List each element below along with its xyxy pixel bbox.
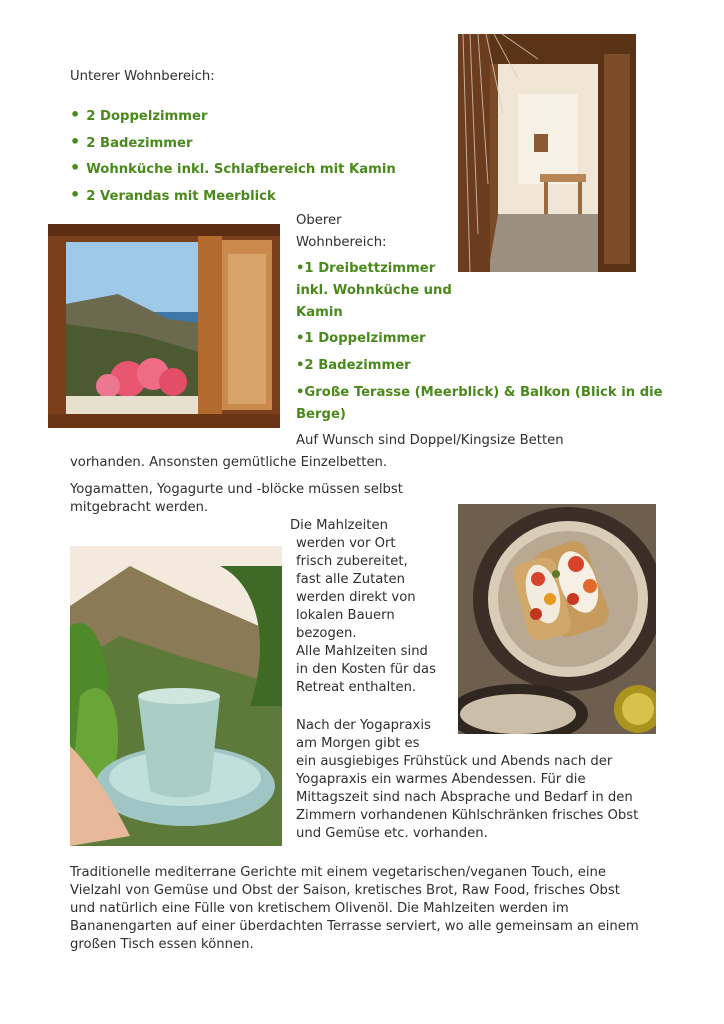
yoga-note-line2: mitgebracht werden.: [70, 500, 209, 515]
item-text: Badezimmer: [100, 135, 193, 151]
closing-paragraph: [70, 864, 639, 954]
list-item: [70, 159, 396, 186]
bullet-icon: •: [70, 184, 81, 204]
meals-after-line: Mittagszeit sind nach Absprache und Bedarf in den: [296, 790, 633, 805]
item-number: 2: [86, 135, 96, 151]
upper-item-terrace-line1: •Große Terasse (Meerblick) & Balkon (Blick in die: [296, 385, 663, 400]
ceramic-cup-garden-photo: [70, 546, 282, 846]
meals-intro-block: [290, 517, 436, 697]
upper-item-terrace-line2: Berge): [296, 407, 346, 422]
meals-after-line: Yogapraxis ein warmes Abendessen. Für die: [296, 772, 586, 787]
item-text: Doppelzimmer: [100, 109, 208, 124]
list-item: [70, 106, 396, 133]
meals-line: Retreat enthalten.: [296, 680, 417, 695]
meals-line: Die Mahlzeiten: [290, 518, 388, 533]
meals-after-line: Zimmern vorhandenen Kühlschränken frisches Obst: [296, 808, 639, 823]
closing-line: Traditionelle mediterrane Gerichte mit einem vegetarischen/veganen Touch, eine: [70, 865, 606, 880]
item-text: Verandas mit Meerblick: [100, 188, 276, 204]
meals-line: werden vor Ort: [296, 536, 396, 551]
item-number: 2: [86, 188, 96, 204]
hallway-photo: [458, 34, 636, 272]
yoga-note-line1: Yogamatten, Yogagurte und -blöcke müssen selbst: [70, 482, 403, 497]
list-item: [70, 133, 396, 160]
lower-area-list: [70, 106, 396, 212]
bullet-icon: •: [70, 105, 81, 124]
upper-item-triple-room-line3: Kamin: [296, 305, 343, 320]
item-text: Wohnküche inkl. Schlafbereich mit Kamin: [86, 162, 396, 177]
beds-note-line2: vorhanden. Ansonsten gemütliche Einzelbetten.: [70, 455, 388, 470]
upper-item-bathrooms: •2 Badezimmer: [296, 358, 411, 373]
meals-line: bezogen.: [296, 626, 357, 641]
closing-line: Vielzahl von Gemüse und Obst der Saison, kretisches Brot, Raw Food, frisches Obst: [70, 883, 620, 898]
meals-after-line: Nach der Yogapraxis: [296, 718, 431, 733]
lower-area-heading: Unterer Wohnbereich:: [70, 69, 215, 84]
closing-line: Bananengarten auf einer überdachten Terrasse serviert, wo alle gemeinsam an einem: [70, 919, 639, 934]
food-plate-photo: [458, 504, 656, 734]
upper-item-triple-room-line2: inkl. Wohnküche und: [296, 283, 452, 298]
upper-item-triple-room-line1: •1 Dreibettzimmer: [296, 261, 436, 276]
upper-area-heading-line2: Wohnbereich:: [296, 235, 387, 250]
bullet-icon: •: [70, 158, 81, 177]
beds-note-line1: Auf Wunsch sind Doppel/Kingsize Betten: [296, 433, 564, 448]
bullet-icon: •: [70, 131, 81, 151]
list-item: [70, 186, 396, 213]
item-number: 2: [86, 109, 96, 124]
closing-line: großen Tisch essen können.: [70, 937, 254, 952]
meals-line: frisch zubereitet,: [296, 554, 408, 569]
meals-line: fast alle Zutaten: [296, 572, 405, 587]
meals-line: Alle Mahlzeiten sind: [296, 644, 428, 659]
meals-line: in den Kosten für das: [296, 662, 436, 677]
meals-after-line: und Gemüse etc. vorhanden.: [296, 826, 488, 841]
meals-line: lokalen Bauern: [296, 608, 395, 623]
window-sea-view-photo: [48, 224, 280, 428]
meals-line: werden direkt von: [296, 590, 416, 605]
upper-item-double-room: •1 Doppelzimmer: [296, 331, 426, 346]
upper-area-heading-line1: Oberer: [296, 213, 342, 228]
meals-after-line: ein ausgiebiges Frühstück und Abends nach der: [296, 754, 613, 769]
meals-after-line: am Morgen gibt es: [296, 736, 420, 751]
closing-line: und natürlich eine Fülle von kretischem Olivenöl. Die Mahlzeiten werden im: [70, 901, 569, 916]
